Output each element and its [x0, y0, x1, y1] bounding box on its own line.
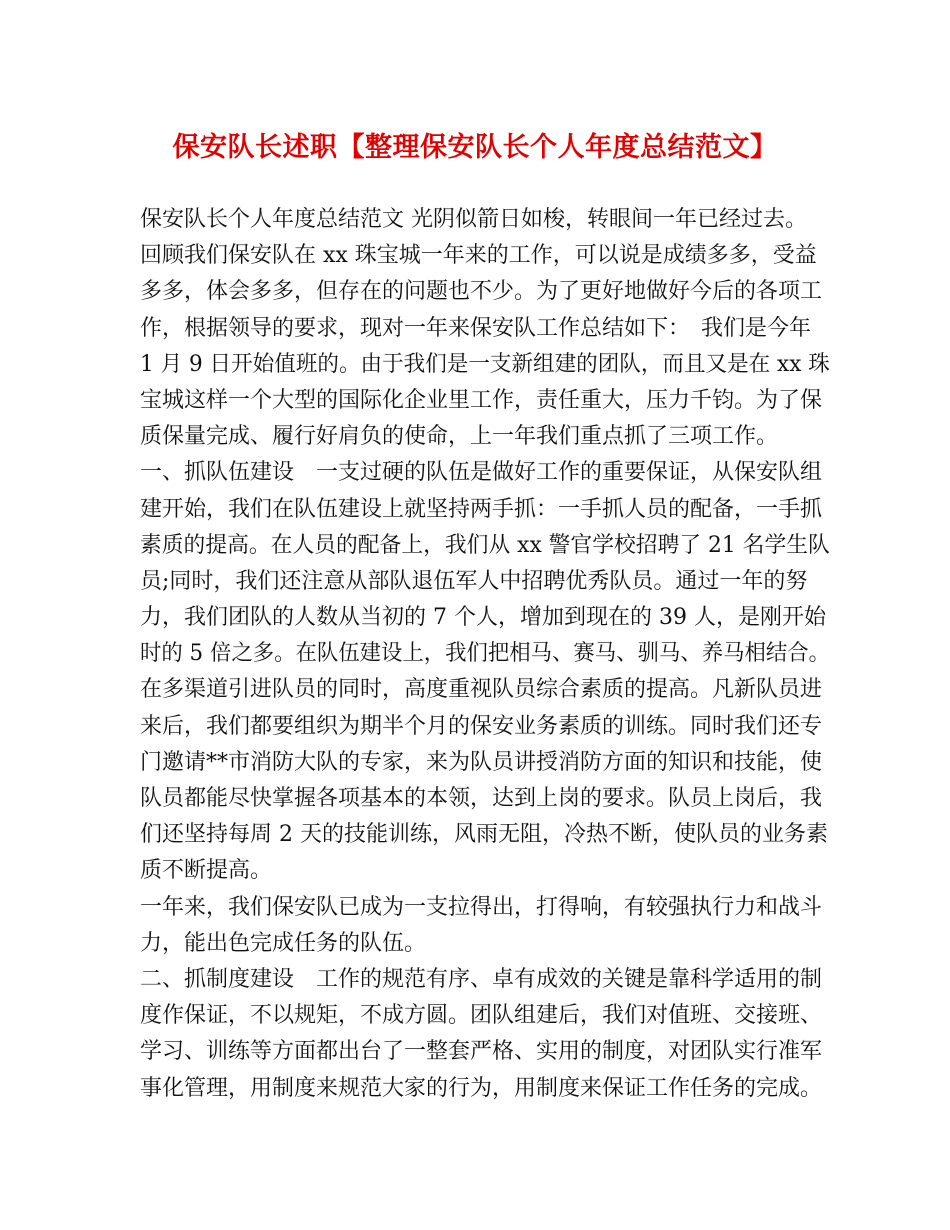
text-line: 来后，我们都要组织为期半个月的保安业务素质的训练。同时我们还专 [140, 713, 823, 739]
text-line: 多多，体会多多，但存在的问题也不少。为了更好地做好今后的各项工 [140, 279, 823, 305]
text-line: 事化管理，用制度来规范大家的行为，用制度来保证工作任务的完成。 [140, 1075, 823, 1101]
text-line: 素质的提高。在人员的配备上，我们从 xx 警官学校招聘了 21 名学生队 [140, 532, 830, 558]
text-line: 1 月 9 日开始值班的。由于我们是一支新组建的团队，而且又是在 xx 珠 [140, 351, 830, 377]
text-line: 在多渠道引进队员的同时，高度重视队员综合素质的提高。凡新队员进 [140, 677, 823, 703]
text-line: 一、抓队伍建设 一支过硬的队伍是做好工作的重要保证，从保安队组 [140, 460, 823, 486]
document-body [140, 202, 830, 1107]
text-line: 宝城这样一个大型的国际化企业里工作，责任重大，压力千钧。为了保 [140, 387, 823, 413]
text-line: 保安队长个人年度总结范文 光阴似箭日如梭，转眼间一年已经过去。 [140, 207, 807, 232]
text-line: 力，能出色完成任务的队伍。 [140, 930, 427, 956]
text-line: 们还坚持每周 2 天的技能训练，风雨无阻，冷热不断，使队员的业务素 [140, 822, 828, 848]
text-line: 时的 5 倍之多。在队伍建设上，我们把相马、赛马、驯马、养马相结合。 [140, 641, 830, 667]
text-line: 作，根据领导的要求，现对一年来保安队工作总结如下： 我们是今年 [140, 315, 812, 341]
text-line: 员;同时，我们还注意从部队退伍军人中招聘优秀队员。通过一年的努 [140, 568, 808, 594]
text-line: 队员都能尽快掌握各项基本的本领，达到上岗的要求。队员上岗后，我 [140, 786, 823, 811]
document-title: 保安队长述职【整理保安队长个人年度总结范文】 [172, 132, 778, 163]
text-line: 一年来，我们保安队已成为一支拉得出，打得响，有较强执行力和战斗 [140, 894, 823, 920]
text-line: 度作保证，不以规矩，不成方圆。团队组建后，我们对值班、交接班、 [140, 1003, 823, 1029]
text-line: 力，我们团队的人数从当初的 7 个人，增加到现在的 39 人，是刚开始 [140, 605, 826, 631]
text-line: 质保量完成、履行好肩负的使命，上一年我们重点抓了三项工作。 [140, 424, 779, 450]
text-line: 学习、训练等方面都出台了一整套严格、实用的制度，对团队实行准军 [140, 1039, 823, 1065]
text-line: 质不断提高。 [140, 858, 273, 884]
text-line: 回顾我们保安队在 xx 珠宝城一年来的工作，可以说是成绩多多，受益 [140, 243, 817, 269]
text-line: 建开始，我们在队伍建设上就坚持两手抓：一手抓人员的配备，一手抓 [140, 496, 823, 522]
text-line: 门邀请**市消防大队的专家，来为队员讲授消防方面的知识和技能，使 [140, 749, 823, 775]
text-line: 二、抓制度建设 工作的规范有序、卓有成效的关键是靠科学适用的制 [140, 966, 823, 992]
